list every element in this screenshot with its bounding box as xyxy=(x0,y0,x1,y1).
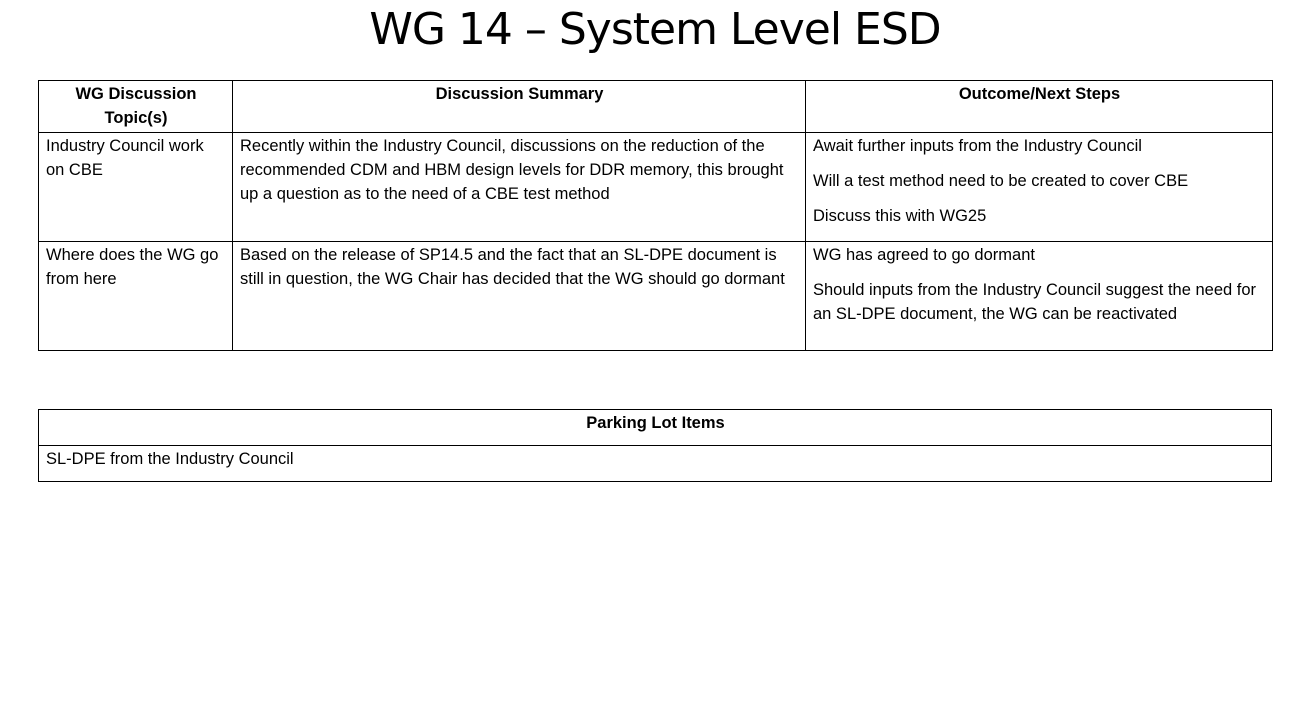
summary-cell: Based on the release of SP14.5 and the fact that an SL-DPE document is still in question, the WG Chair has decided that the WG should go dormant xyxy=(233,242,806,351)
discussion-table xyxy=(38,80,1273,351)
header-topic: WG Discussion Topic(s) xyxy=(39,81,233,133)
table-row xyxy=(39,133,1273,242)
outcome-item: Should inputs from the Industry Council suggest the need for an SL-DPE document, the WG can be reactivated xyxy=(813,281,1257,323)
header-outcome: Outcome/Next Steps xyxy=(806,81,1273,133)
parking-lot-item: SL-DPE from the Industry Council xyxy=(39,446,1272,482)
topic-cell: Where does the WG go from here xyxy=(39,242,233,351)
summary-cell: Recently within the Industry Council, discussions on the reduction of the recommended CDM and HBM design levels for DDR memory, this brought up a question as to the need of a CBE test method xyxy=(233,133,806,242)
table-row xyxy=(39,242,1273,351)
table-row xyxy=(39,446,1272,482)
header-summary: Discussion Summary xyxy=(233,81,806,133)
topic-cell: Industry Council work on CBE xyxy=(39,133,233,242)
outcome-item: WG has agreed to go dormant xyxy=(813,246,1035,264)
outcome-cell xyxy=(806,242,1273,351)
slide-title: WG 14 – System Level ESD xyxy=(369,4,941,55)
outcome-cell xyxy=(806,133,1273,242)
parking-lot-table xyxy=(38,409,1272,482)
parking-lot-header: Parking Lot Items xyxy=(39,410,1272,446)
parking-lot-header-row xyxy=(39,410,1272,446)
outcome-item: Discuss this with WG25 xyxy=(813,207,987,225)
outcome-item: Await further inputs from the Industry Council xyxy=(813,137,1142,155)
table-header-row xyxy=(39,81,1273,133)
outcome-item: Will a test method need to be created to cover CBE xyxy=(813,172,1189,190)
